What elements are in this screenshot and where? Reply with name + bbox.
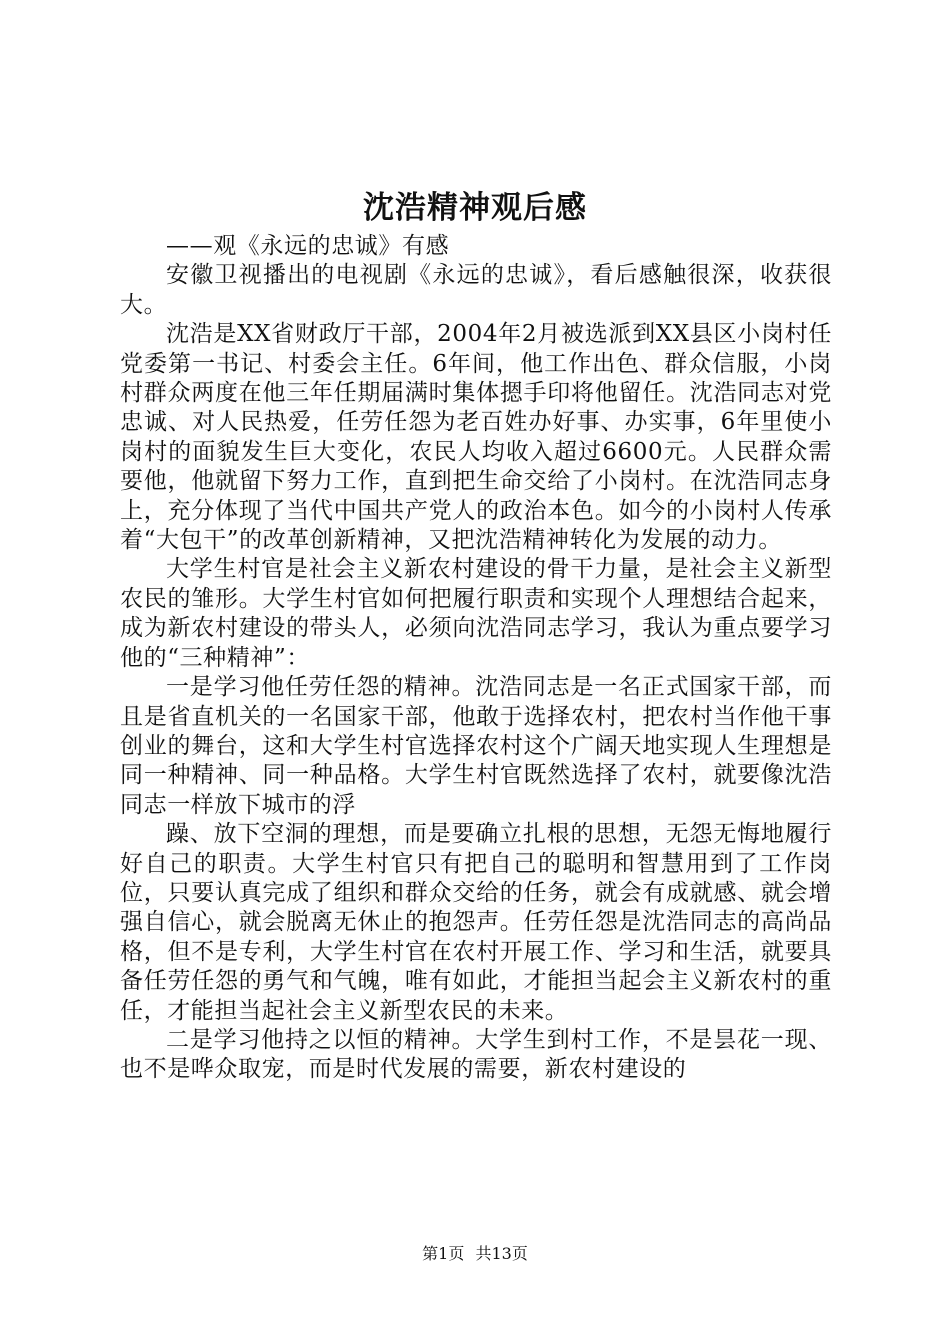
paragraph: 沈浩是XX省财政厅干部，2004年2月被选派到XX县区小岗村任党委第一书记、村委会主任。6年间，他工作出色、群众信服，小岗村群众两度在他三年任期届满时集体摁手印将他留任。沈浩同志对党忠诚、对人民热爱，任劳任怨为老百姓办好事、办实事，6年里使小岗村的面貌发生巨大变化，农民人均收入超过6600元。人民群众需要他，他就留下努力工作，直到把生命交给了小岗村。在沈浩同志身上，充分体现了当代中国共产党人的政治本色。如今的小岗村人传承着“大包干”的改革创新精神，又把沈浩精神转化为发展的动力。 [120,321,832,554]
page-number: 第1页 [422,1244,465,1263]
document-subtitle: ——观《永远的忠诚》有感 [166,233,450,259]
document-title: 沈浩精神观后感 [363,190,587,226]
paragraph: 一是学习他任劳任怨的精神。沈浩同志是一名正式国家干部，而且是省直机关的一名国家干部，他敢于选择农村，把农村当作他干事创业的舞台，这和大学生村官选择农村这个广阔天地实现人生理想是同一种精神、同一种品格。大学生村官既然选择了农村，就要像沈浩同志一样放下城市的浮 [120,674,832,818]
paragraph: 安徽卫视播出的电视剧《永远的忠诚》，看后感触很深，收获很大。 [120,262,832,318]
page-footer [0,1243,950,1265]
paragraph: 大学生村官是社会主义新农村建设的骨干力量，是社会主义新型农民的雏形。大学生村官如何把履行职责和实现个人理想结合起来，成为新农村建设的带头人，必须向沈浩同志学习，我认为重点要学习他的“三种精神”： [120,556,832,671]
page-total: 共13页 [475,1244,528,1263]
paragraph: 二是学习他持之以恒的精神。大学生到村工作，不是昙花一现、也不是哗众取宠，而是时代发展的需要，新农村建设的 [120,1026,832,1083]
document-body [120,232,832,1085]
paragraph: 躁、放下空洞的理想，而是要确立扎根的思想，无怨无悔地履行好自己的职责。大学生村官只有把自己的聪明和智慧用到了工作岗位，只要认真完成了组织和群众交给的任务，就会有成就感、就会增强自信心，就会脱离无休止的抱怨声。任劳任怨是沈浩同志的高尚品格，但不是专利，大学生村官在农村开展工作、学习和生活，就要具备任劳任怨的勇气和气魄，唯有如此，才能担当起会主义新农村的重任，才能担当起社会主义新型农民的未来。 [120,821,832,1024]
